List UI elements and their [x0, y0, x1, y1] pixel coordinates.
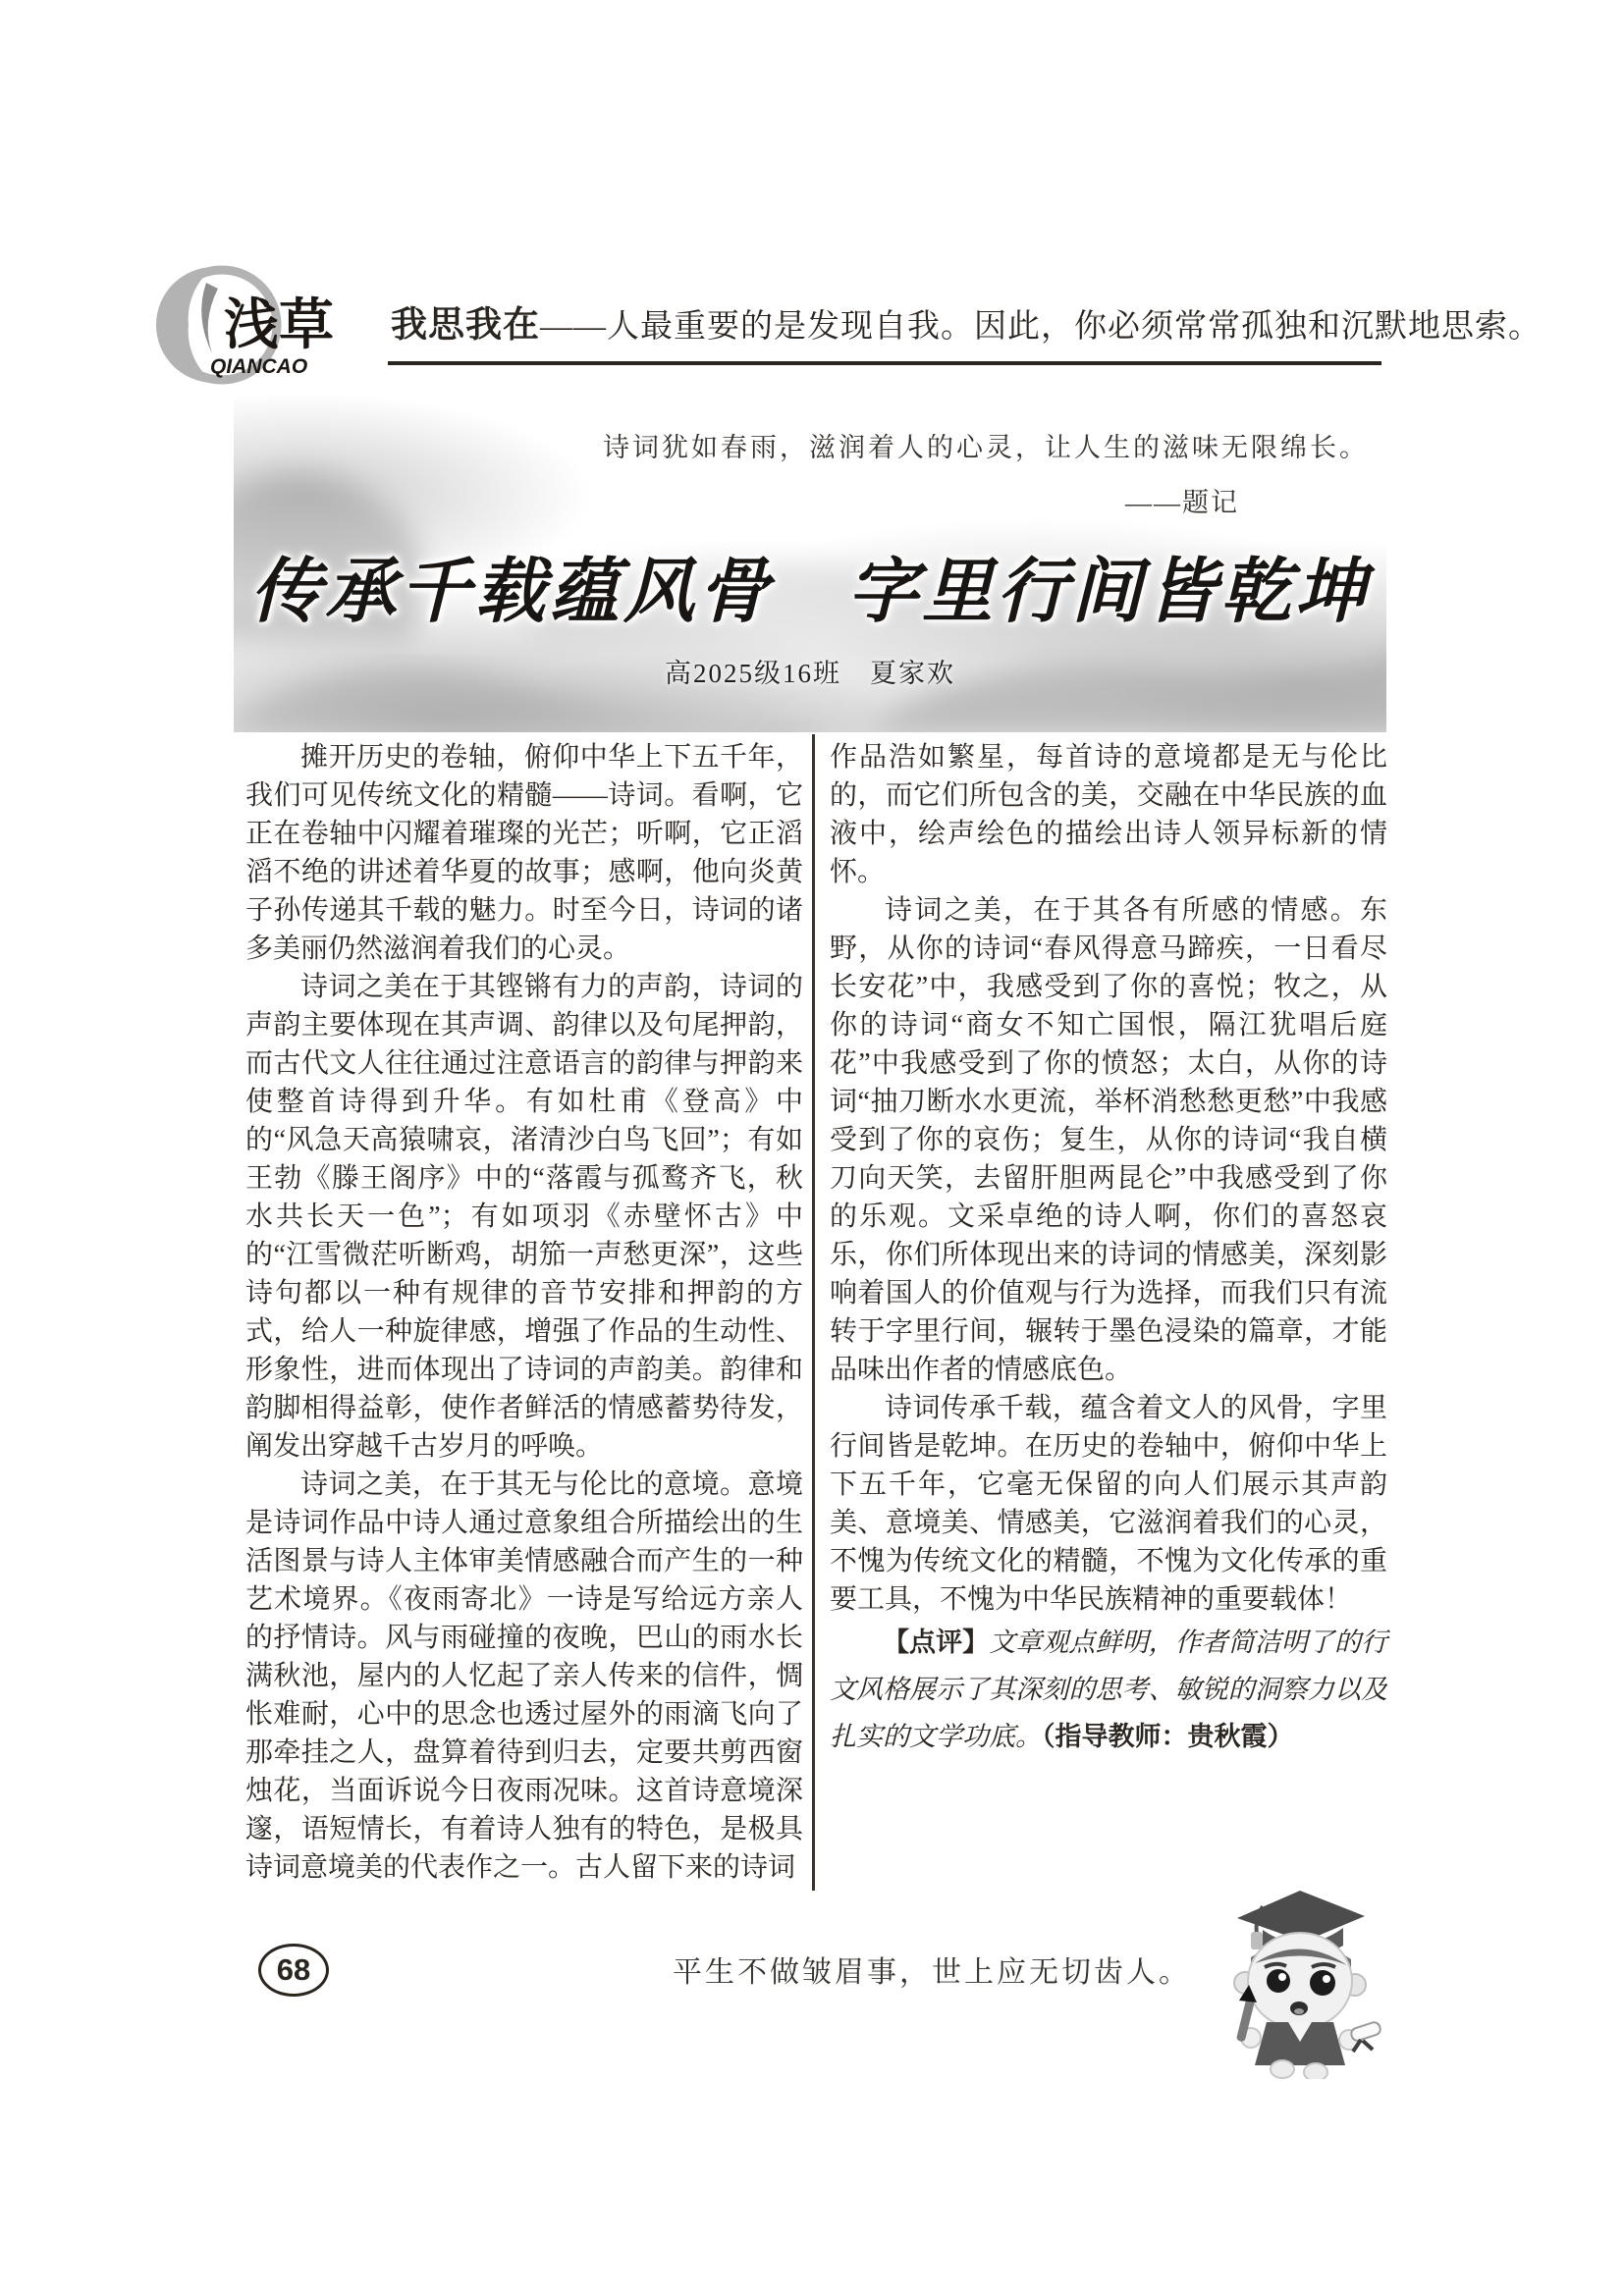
- footer-motto: 平生不做皱眉事，世上应无切齿人。: [673, 1956, 1191, 1989]
- qiancao-crescent-icon: [155, 263, 371, 391]
- logo-en-text: QIANCAO: [210, 355, 308, 378]
- column-divider: [812, 734, 815, 1891]
- paragraph: 诗词之美在于其铿锵有力的声韵，诗词的声韵主要体现在其声调、韵律以及句尾押韵，而古代文人往往通过注意语言的韵律与押韵来使整首诗得到升华。有如杜甫《登高》中的“风急天高猿啸哀，渚清沙白鸟飞回”；有如王勃《滕王阁序》中的“落霞与孤鹜齐飞，秋水共长天一色”；有如项羽《赤壁怀古》中的“江雪微茫听断鸡，胡笳一声愁更深”，这些诗句都以一种有规律的音节安排和押韵的方式，给人一种旋律感，增强了作品的生动性、形象性，进而体现出了诗词的声韵美。韵律和韵脚相得益彰，使作者鲜活的情感蓄势待发，阐发出穿越千古岁月的呼唤。: [245, 972, 803, 1462]
- comment-label: 【点评】: [883, 1628, 990, 1657]
- graduate-baby-icon: [1206, 1873, 1392, 2079]
- header-rule: [388, 361, 1381, 365]
- comment-body: 文章观点鲜明，作者简洁明了的行文风格展示了其深刻的思考、敏锐的洞察力以及扎实的文学功底。: [830, 1628, 1388, 1751]
- article-byline: 高2025级16班 夏家欢: [665, 659, 955, 688]
- graduate-baby-mascot-image: [1206, 1873, 1392, 2079]
- paragraph-continuation: 作品浩如繁星，每首诗的意境都是无与伦比的，而它们所包含的美，交融在中华民族的血液中，绘声绘色的描绘出诗人领异标新的情怀。: [830, 742, 1387, 887]
- paragraph: 诗词之美，在于其无与伦比的意境。意境是诗词作品中诗人通过意象组合所描绘出的生活图景与诗人主体审美情感融合而产生的一种艺术境界。《夜雨寄北》一诗是写给远方亲人的抒情诗。风与雨碰撞的夜晚，巴山的雨水长满秋池，屋内的人忆起了亲人传来的信件，惆怅难耐，心中的思念也透过屋外的雨滴飞向了那牵挂之人，盘算着待到归去，定要共剪西窗烛花，当面诉说今日夜雨况味。这首诗意境深邃，语短情长，有着诗人独有的特色，是极具诗词意境美的代表作之一。古人留下来的诗词: [245, 1469, 803, 1883]
- editor-comment: [830, 1619, 1387, 1760]
- paragraph: 诗词之美，在于其各有所感的情感。东野，从你的诗词“春风得意马蹄疾，一日看尽长安花”中，我感受到了你的喜悦；牧之，从你的诗词“商女不知亡国恨，隔江犹唱后庭花”中我感受到了你的愤怒；太白，从你的诗词“抽刀断水水更流，举杯消愁愁更愁”中我感受到了你的哀伤；复生，从你的诗词“我自横刀向天笑，去留肝胆两昆仑”中我感受到了你的乐观。文采卓绝的诗人啊，你们的喜怒哀乐，你们所体现出来的诗词的情感美，深刻影响着国人的价值观与行为选择，而我们只有流转于字里行间，辗转于墨色浸染的篇章，才能品味出作者的情感底色。: [830, 895, 1387, 1385]
- qiancao-logo: [155, 263, 371, 391]
- paragraph: 诗词传承千载，蕴含着文人的风骨，字里行间皆是乾坤。在历史的卷轴中，俯仰中华上下五千年，它毫无保留的向人们展示其声韵美、意境美、情感美，它滋润着我们的心灵，不愧为传统文化的精髓，不愧为文化传承的重要工具，不愧为中华民族精神的重要载体！: [830, 1393, 1387, 1615]
- comment-teacher: （指导教师：贵秋霞）: [1042, 1722, 1294, 1751]
- epigraph-text: 诗词犹如春雨，滋润着人的心灵，让人生的滋味无限绵长。: [603, 433, 1369, 462]
- logo-cn-text: 浅草: [224, 295, 334, 356]
- article-left-column: [245, 738, 803, 1887]
- epigraph-signature: ——题记: [1125, 488, 1239, 517]
- article-title: 传承千载蕴风骨 字里行间皆乾坤: [249, 553, 1370, 631]
- column-name: 我思我在: [391, 304, 540, 345]
- paragraph: 摊开历史的卷轴，俯仰中华上下五千年，我们可见传统文化的精髓——诗词。看啊，它正在卷轴中闪耀着璀璨的光芒；听啊，它正滔滔不绝的讲述着华夏的故事；感啊，他向炎黄子孙传递其千载的魅力。时至今日，诗词的诸多美丽仍然滋润着我们的心灵。: [245, 742, 803, 964]
- column-motto: ——人最重要的是发现自我。因此，你必须常常孤独和沉默地思索。: [540, 309, 1542, 345]
- page-number-badge: 68: [258, 1944, 329, 1997]
- column-tagline: [391, 294, 1542, 347]
- inkwash-banner: [234, 395, 1386, 732]
- article-right-column: [830, 738, 1387, 1760]
